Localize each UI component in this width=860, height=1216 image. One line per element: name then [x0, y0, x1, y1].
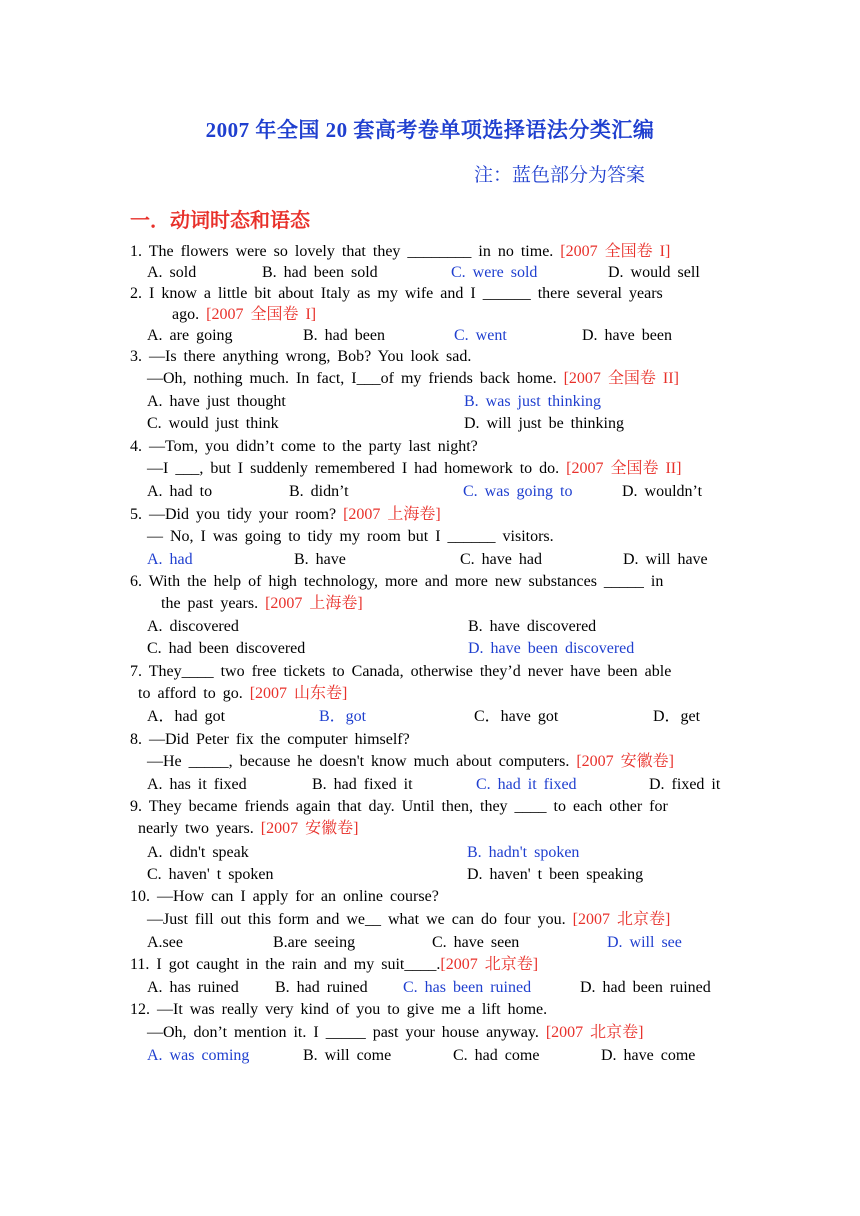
option-d: D. wouldn’t: [622, 483, 703, 500]
option-c-answer: C. went: [454, 327, 507, 344]
question-9-stem-cont: nearly two years. [2007 安徽卷]: [138, 820, 359, 837]
option-a: A. has ruined: [147, 979, 239, 996]
option-d-answer: D. have been discovered: [468, 640, 635, 657]
option-d: D. had been ruined: [580, 979, 711, 996]
section-heading: 一．动词时态和语态: [130, 208, 310, 232]
source-tag: [2007 山东卷]: [249, 685, 348, 702]
question-6-stem-cont: the past years. [2007 上海卷]: [161, 595, 363, 612]
source-tag: [2007 北京卷]: [572, 911, 671, 928]
option-d: D. will just be thinking: [464, 415, 624, 432]
option-d-answer: D. will see: [607, 934, 682, 951]
question-4-stem: 4. —Tom, you didn’t come to the party last night?: [130, 438, 478, 455]
option-d: D. fixed it: [649, 776, 721, 793]
option-a: A. discovered: [147, 618, 239, 635]
option-c: C. haven' t spoken: [147, 866, 274, 883]
option-c: C. have had: [460, 551, 542, 568]
question-8-stem-cont: —He _____, because he doesn't know much about computers. [2007 安徽卷]: [147, 753, 675, 770]
option-d: D. would sell: [608, 264, 700, 281]
question-5-stem-cont: — No, I was going to tidy my room but I ______ visitors.: [147, 528, 554, 545]
option-c-answer: C. was going to: [463, 483, 573, 500]
source-tag: [2007 全国卷 II]: [566, 460, 682, 477]
option-a: A. are going: [147, 327, 233, 344]
question-3-stem-cont: —Oh, nothing much. In fact, I___of my friends back home. [2007 全国卷 II]: [147, 370, 679, 387]
option-d: D. will have: [623, 551, 708, 568]
source-tag: [2007 安徽卷]: [576, 753, 675, 770]
question-10-stem: 10. —How can I apply for an online course?: [130, 888, 439, 905]
source-tag: [2007 全国卷 I]: [560, 243, 671, 260]
option-c-answer: C. were sold: [451, 264, 538, 281]
option-b: B. will come: [303, 1047, 392, 1064]
question-1-stem: 1. The flowers were so lovely that they ________ in no time. [2007 全国卷 I]: [130, 243, 671, 260]
option-b-answer: B. hadn't spoken: [467, 844, 580, 861]
option-d: D. have been: [582, 327, 672, 344]
question-12-stem: 12. —It was really very kind of you to give me a lift home.: [130, 1001, 548, 1018]
option-c-answer: C. has been ruined: [403, 979, 532, 996]
option-a: A．had got: [147, 708, 226, 725]
option-a: A.see: [147, 934, 183, 951]
source-tag: [2007 北京卷]: [545, 1024, 644, 1041]
option-b: B. have: [294, 551, 346, 568]
option-d: D. have come: [601, 1047, 696, 1064]
option-c: C. would just think: [147, 415, 279, 432]
option-c: C. had been discovered: [147, 640, 306, 657]
option-b: B. had fixed it: [312, 776, 413, 793]
question-2-stem-cont: ago. [2007 全国卷 I]: [172, 306, 317, 323]
option-c: C．have got: [474, 708, 559, 725]
document-title: 2007 年全国 20 套高考卷单项选择语法分类汇编: [205, 118, 655, 142]
question-2-stem: 2. I know a little bit about Italy as my wife and I ______ there several years: [130, 285, 663, 302]
question-9-stem: 9. They became friends again that day. Until then, they ____ to each other for: [130, 798, 668, 815]
option-c: C. have seen: [432, 934, 520, 951]
question-7-stem-cont: to afford to go. [2007 山东卷]: [138, 685, 348, 702]
option-b: B. have discovered: [468, 618, 597, 635]
question-7-stem: 7. They____ two free tickets to Canada, otherwise they’d never have been able: [130, 663, 672, 680]
option-d: D. haven' t been speaking: [467, 866, 644, 883]
source-tag: [2007 上海卷]: [343, 506, 441, 523]
question-6-stem: 6. With the help of high technology, more and more new substances _____ in: [130, 573, 664, 590]
option-d: D．get: [653, 708, 701, 725]
option-a: A. sold: [147, 264, 197, 281]
question-8-stem: 8. —Did Peter fix the computer himself?: [130, 731, 410, 748]
option-a-answer: A. was coming: [147, 1047, 250, 1064]
option-c: C. had come: [453, 1047, 540, 1064]
source-tag: [2007 北京卷]: [440, 956, 539, 973]
answer-note: 注：蓝色部分为答案: [474, 164, 646, 186]
option-b: B. had been: [303, 327, 385, 344]
option-b: B. had ruined: [275, 979, 368, 996]
option-a-answer: A. had: [147, 551, 193, 568]
question-12-stem-cont: —Oh, don’t mention it. I _____ past your house anyway. [2007 北京卷]: [147, 1024, 644, 1041]
question-3-stem: 3. —Is there anything wrong, Bob? You look sad.: [130, 348, 472, 365]
source-tag: [2007 上海卷]: [265, 595, 363, 612]
source-tag: [2007 全国卷 I]: [206, 306, 317, 323]
option-a: A. had to: [147, 483, 213, 500]
option-b: B.are seeing: [273, 934, 356, 951]
question-4-stem-cont: —I ___, but I suddenly remembered I had homework to do. [2007 全国卷 II]: [147, 460, 682, 477]
question-11-stem: 11. I got caught in the rain and my suit____.[2007 北京卷]: [130, 956, 539, 973]
option-b: B. didn’t: [289, 483, 349, 500]
option-b: B. had been sold: [262, 264, 378, 281]
option-c-answer: C. had it fixed: [476, 776, 577, 793]
option-b-answer: B. was just thinking: [464, 393, 602, 410]
option-a: A. has it fixed: [147, 776, 247, 793]
option-a: A. didn't speak: [147, 844, 249, 861]
option-a: A. have just thought: [147, 393, 286, 410]
source-tag: [2007 全国卷 II]: [563, 370, 679, 387]
question-10-stem-cont: —Just fill out this form and we__ what we can do four you. [2007 北京卷]: [147, 911, 671, 928]
option-b-answer: B．got: [319, 708, 367, 725]
question-5-stem: 5. —Did you tidy your room? [2007 上海卷]: [130, 506, 441, 523]
source-tag: [2007 安徽卷]: [260, 820, 359, 837]
